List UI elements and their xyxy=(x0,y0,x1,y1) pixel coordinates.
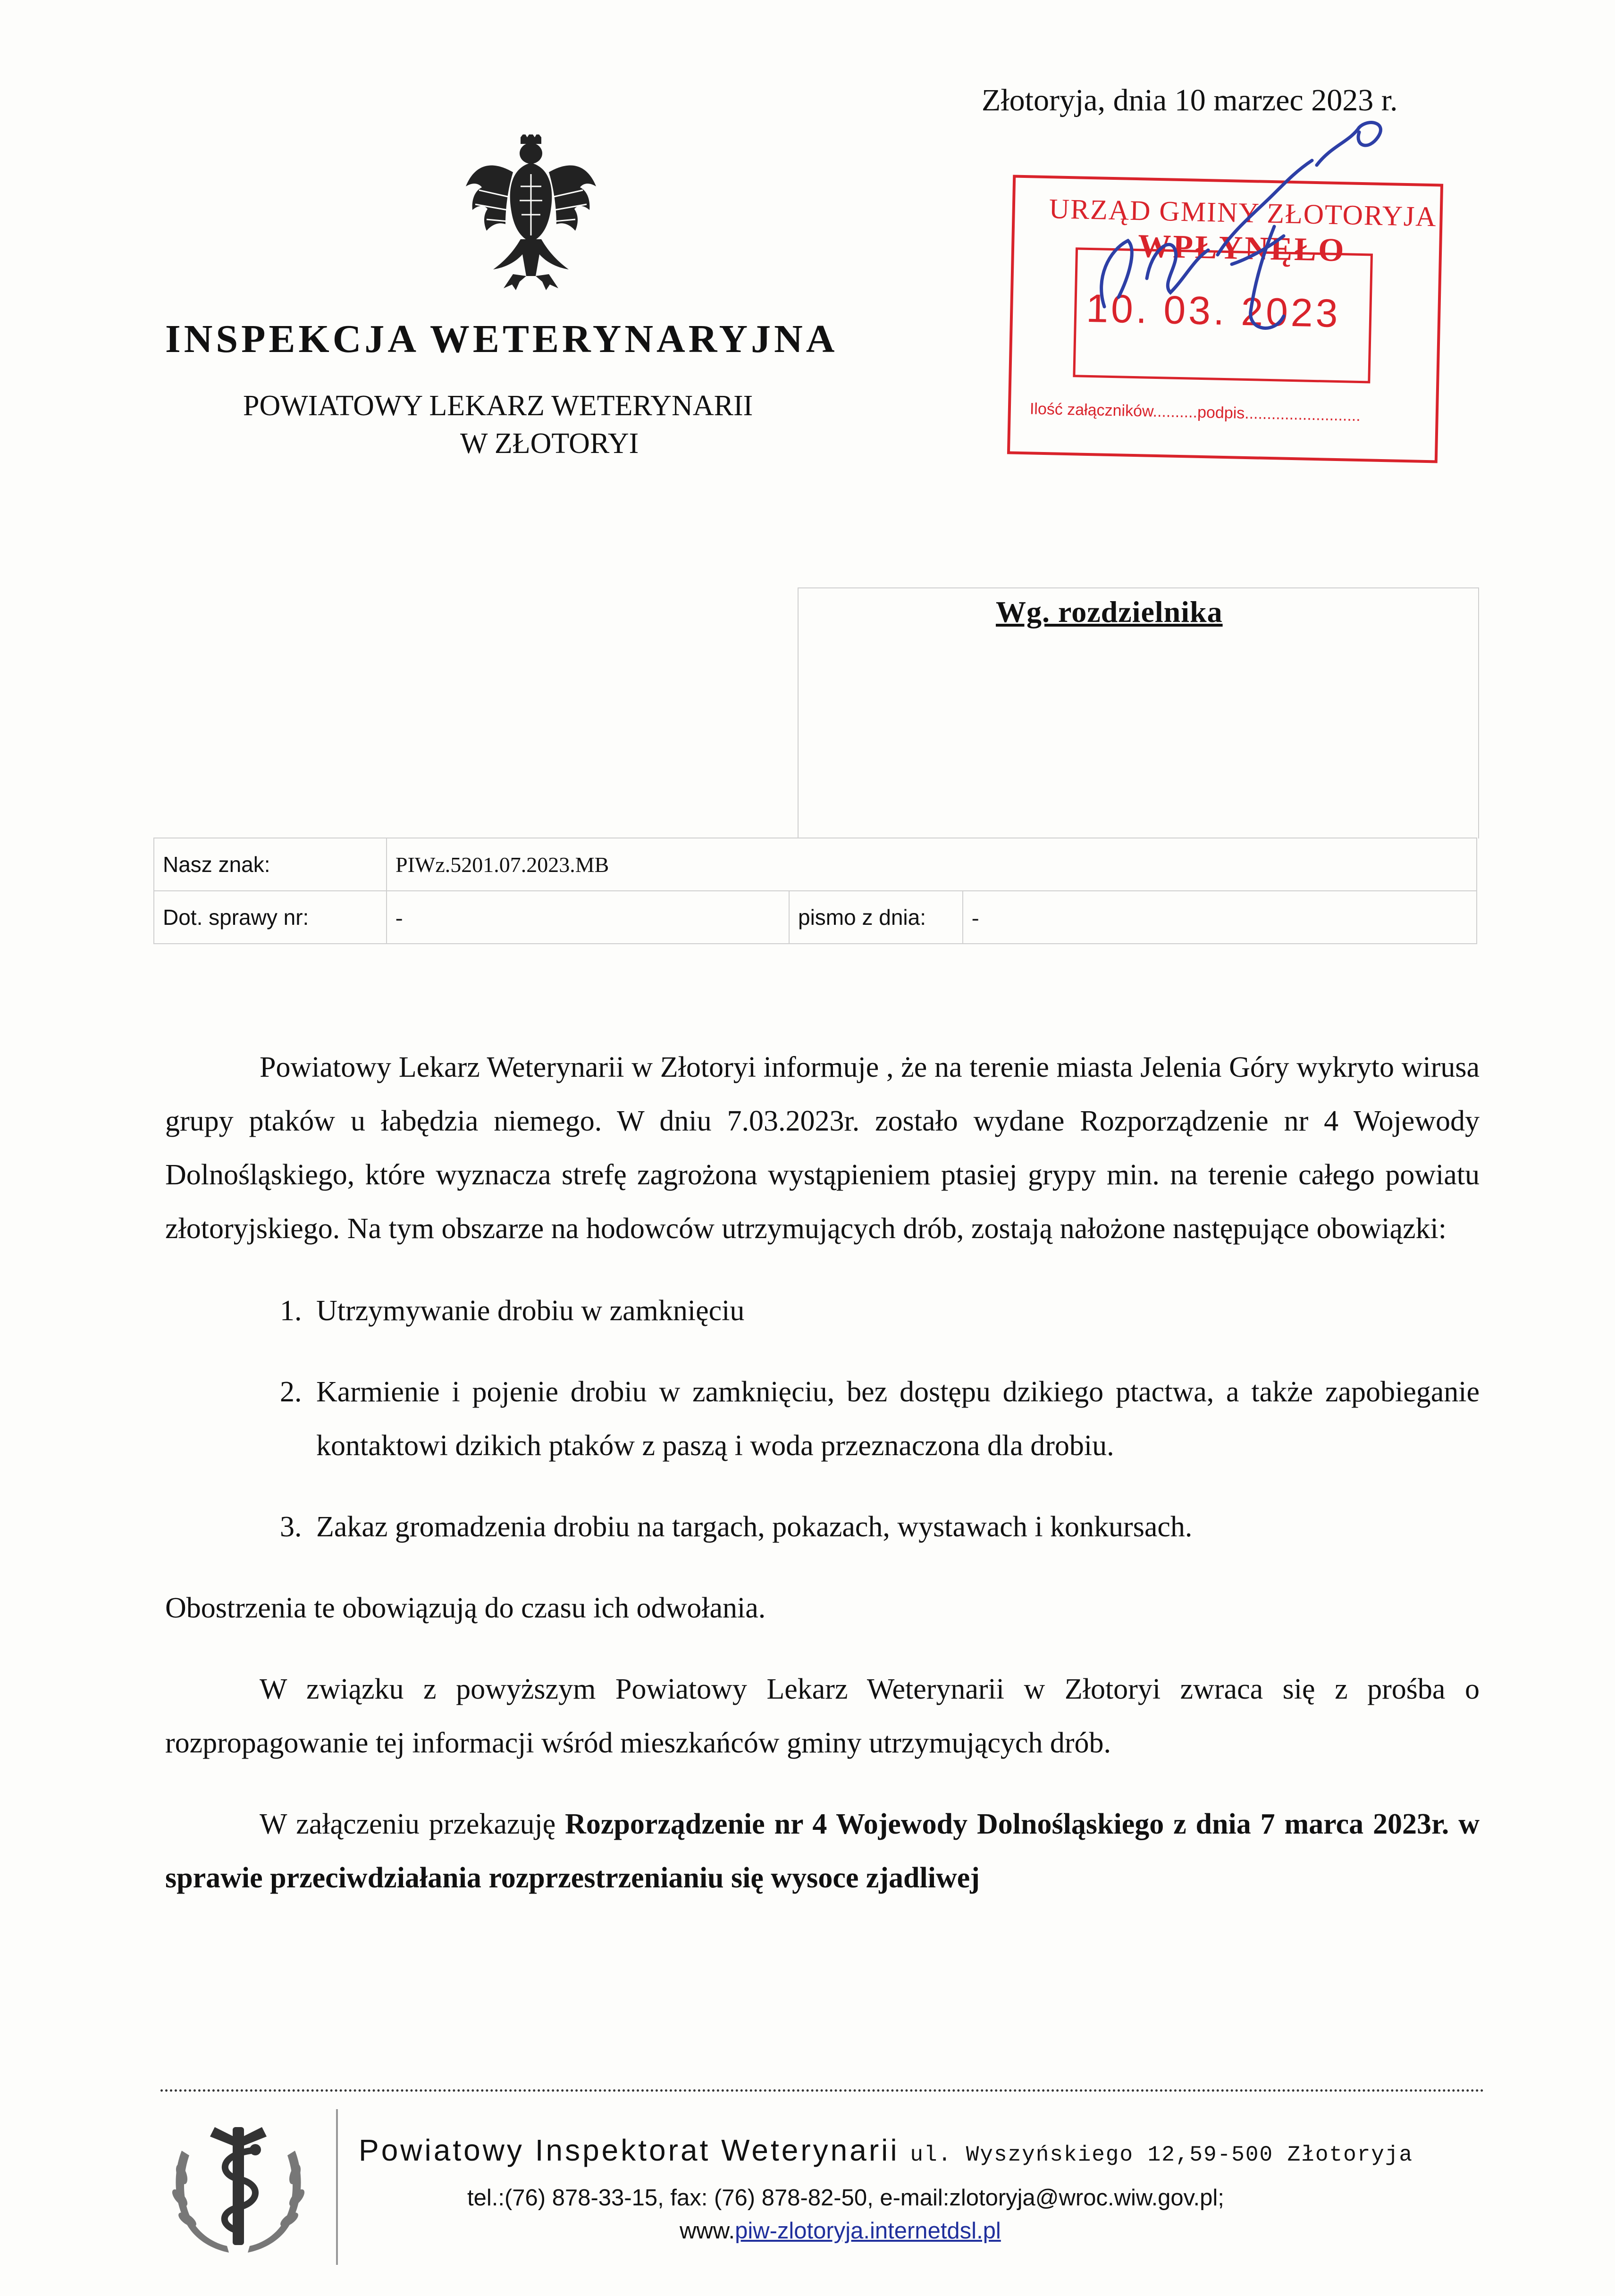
website-link[interactable]: piw-zlotoryja.internetdsl.pl xyxy=(735,2218,1001,2244)
letter-date-label: pismo z dnia: xyxy=(789,891,963,944)
letter-body xyxy=(165,1040,1480,1905)
our-ref-label: Nasz znak: xyxy=(154,838,387,891)
validity-paragraph: Obostrzenia te obowiązują do czasu ich odwołania. xyxy=(165,1592,766,1624)
table-row xyxy=(154,838,1477,891)
stamp-attachments: Ilość załączników..........podpis.......................... xyxy=(1029,400,1361,425)
polish-eagle-emblem-icon xyxy=(460,134,602,290)
footer-address: ul. Wyszyńskiego 12,59-500 Złotoryja xyxy=(910,2143,1413,2167)
list-item: 1. Utrzymywanie drobiu w zamknięciu xyxy=(309,1284,1480,1338)
institution-name: INSPEKCJA WETERYNARYJNA xyxy=(165,317,838,361)
attachment-title: Rozporządzenie nr 4 Wojewody Dolnośląskiego z dnia 7 marca 2023r. w sprawie przeciwdziałania rozprzestrzenianiu się wysoce zjadliwej xyxy=(165,1808,1480,1894)
stamp-office: URZĄD GMINY ZŁOTORYJA xyxy=(1049,193,1438,233)
stamp-date: 10. 03. 2023 xyxy=(1085,285,1341,336)
intro-paragraph: Powiatowy Lekarz Weterynarii w Złotoryi informuje , że na terenie miasta Jelenia Góry wykryto wirusa grupy ptaków u łabędzia niemego. W dniu 7.03.2023r. zostało wydane Rozporządzenie nr 4 Wojewody Dolnośląskiego, które wyznacza strefę zagrożona wystąpieniem ptasiej grypy min. na terenie całego powiatu złotoryjskiego. Na tym obszarze na hodowców utrzymujących drób, zostają nałożone następujące obowiązki: xyxy=(165,1051,1480,1245)
footer-www-prefix: www. xyxy=(680,2218,735,2244)
document-date: Złotoryja, dnia 10 marzec 2023 r. xyxy=(982,83,1398,117)
stamp-received: WPŁYNĘŁO xyxy=(1137,228,1346,269)
office-name-line2: W ZŁOTORYI xyxy=(460,427,639,460)
veterinary-caduceus-logo-icon xyxy=(163,2108,314,2264)
handwritten-signature-icon xyxy=(1076,109,1416,354)
table-row xyxy=(154,891,1477,944)
case-number-value: - xyxy=(387,891,789,944)
footer-website-line xyxy=(680,2218,1001,2244)
footer-organization-line xyxy=(359,2133,1413,2168)
recipient: Wg. rozdzielnika xyxy=(996,595,1223,628)
list-item: 2. Karmienie i pojenie drobiu w zamknięciu, bez dostępu dzikiego ptactwa, a także zapobieganie kontaktowi dzikich ptaków z paszą i woda przeznaczona dla drobiu. xyxy=(309,1365,1480,1473)
case-number-label: Dot. sprawy nr: xyxy=(154,891,387,944)
attachment-intro: W załączeniu przekazuję xyxy=(260,1808,565,1840)
footer-org: Powiatowy Inspektorat Weterynarii xyxy=(359,2133,900,2167)
attachment-paragraph xyxy=(165,1797,1480,1905)
reference-table xyxy=(153,838,1477,944)
our-ref-value: PIWz.5201.07.2023.MB xyxy=(387,838,1477,891)
office-name-line1: POWIATOWY LEKARZ WETERYNARII xyxy=(243,390,753,422)
footer-vertical-divider xyxy=(336,2109,338,2265)
footer-divider xyxy=(160,2089,1484,2092)
request-paragraph: W związku z powyższym Powiatowy Lekarz Weterynarii w Złotoryi zwraca się z prośba o rozpropagowanie tej informacji wśród mieszkańców gminy utrzymujących drób. xyxy=(165,1673,1480,1759)
list-item: 3. Zakaz gromadzenia drobiu na targach, pokazach, wystawach i konkursach. xyxy=(309,1500,1480,1554)
footer-contact: tel.:(76) 878-33-15, fax: (76) 878-82-50, e-mail:zlotoryja@wroc.wiw.gov.pl; xyxy=(467,2185,1224,2211)
letter-date-value: - xyxy=(963,891,1477,944)
obligations-list xyxy=(165,1284,1480,1554)
